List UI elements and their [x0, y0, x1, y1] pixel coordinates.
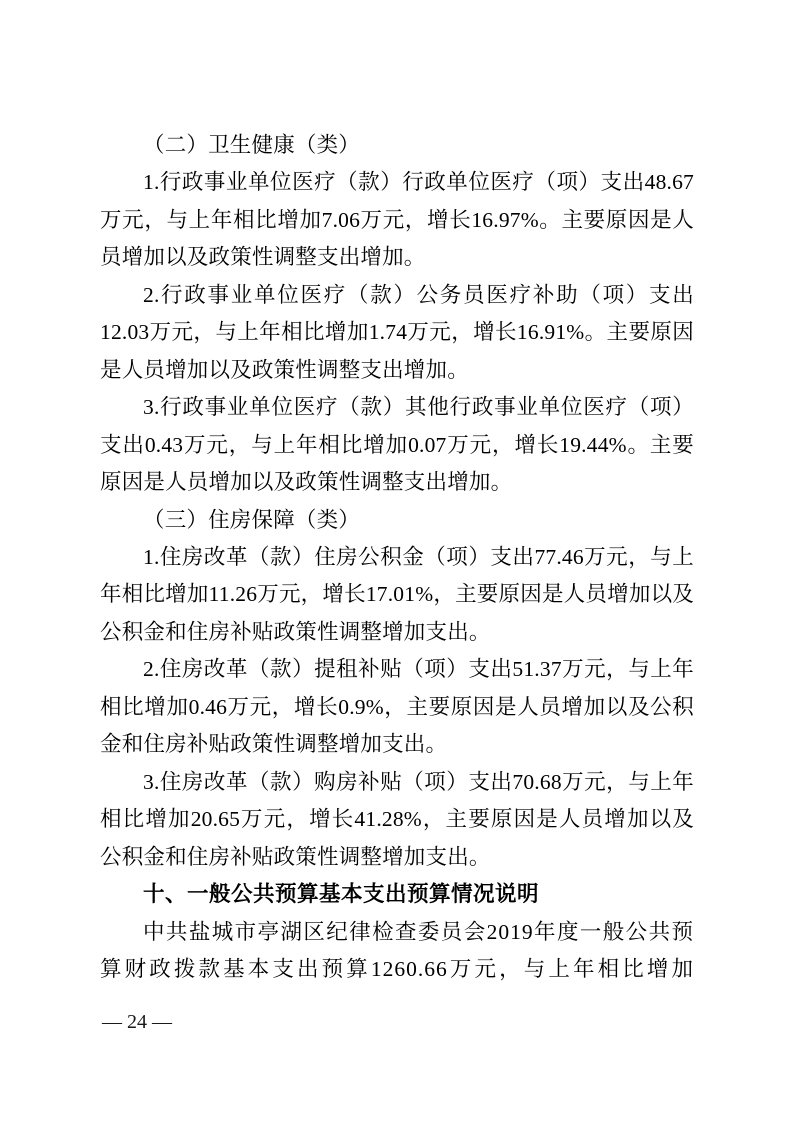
page-footer [102, 1010, 172, 1034]
paragraph-health-item-3: 3.行政事业单位医疗（款）其他行政事业单位医疗（项）支出0.43万元，与上年相比增加0.07万元，增长19.44%。主要原因是人员增加以及政策性调整支出增加。 [100, 395, 694, 495]
paragraph-housing-item-3: 3.住房改革（款）购房补贴（项）支出70.68万元，与上年相比增加20.65万元，增长41.28%，主要原因是人员增加以及公积金和住房补贴政策性调整增加支出。 [100, 769, 694, 869]
section-heading-housing: （三）住房保障（类） [143, 507, 361, 532]
section-heading-basic-expenditure: 十、一般公共预算基本支出预算情况说明 [143, 882, 540, 907]
paragraph-health-item-1: 1.行政事业单位医疗（款）行政单位医疗（项）支出48.67万元，与上年相比增加7.06万元，增长16.97%。主要原因是人员增加以及政策性调整支出增加。 [100, 170, 694, 270]
paragraph-basic-expenditure-intro: 中共盐城市亭湖区纪律检查委员会2019年度一般公共预算财政拨款基本支出预算1260.66万元，与上年相比增加 [100, 919, 694, 981]
paragraph-housing-item-1: 1.住房改革（款）住房公积金（项）支出77.46万元，与上年相比增加11.26万元，增长17.01%，主要原因是人员增加以及公积金和住房补贴政策性调整增加支出。 [100, 544, 694, 644]
section-heading-health: （二）卫生健康（类） [143, 133, 361, 157]
paragraph-health-item-2: 2.行政事业单位医疗（款）公务员医疗补助（项）支出12.03万元，与上年相比增加1.74万元，增长16.91%。主要原因是人员增加以及政策性调整支出增加。 [100, 282, 694, 382]
content-area [100, 127, 694, 988]
paragraph-housing-item-2: 2.住房改革（款）提租补贴（项）支出51.37万元，与上年相比增加0.46万元，增长0.9%，主要原因是人员增加以及公积金和住房补贴政策性调整增加支出。 [100, 657, 694, 757]
page-number: — 24 — [102, 1011, 172, 1033]
